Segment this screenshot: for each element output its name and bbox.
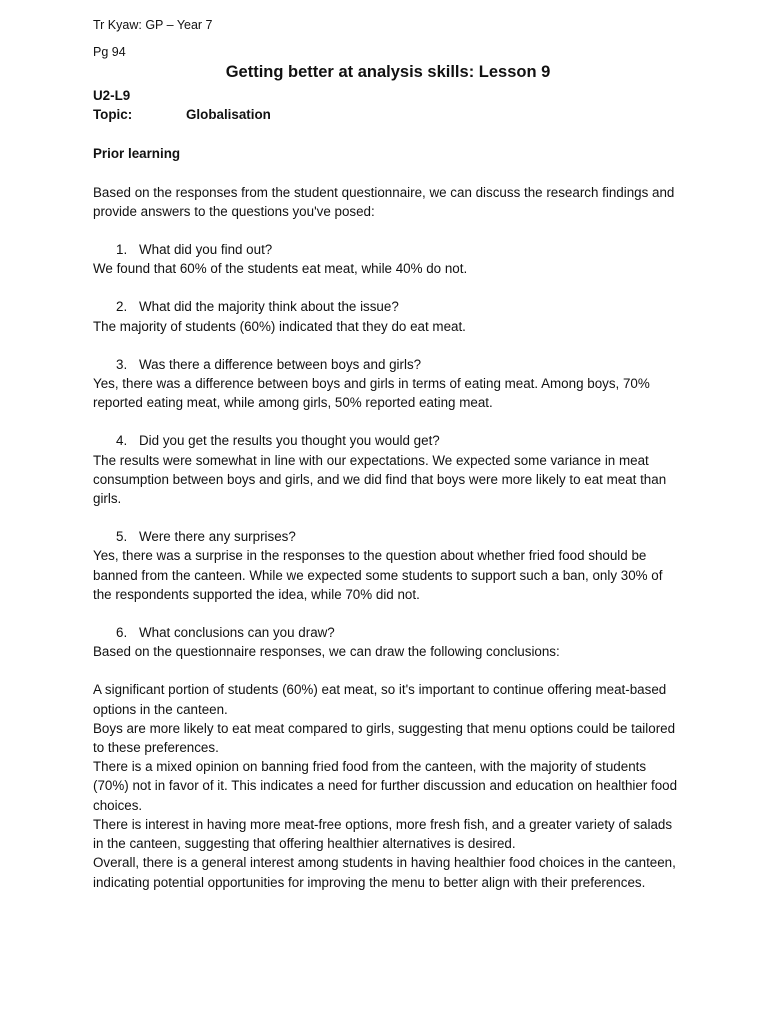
question-block-6 — [93, 623, 683, 661]
unit-code: U2-L9 — [93, 88, 131, 103]
question-text: What did the majority think about the issue? — [139, 299, 399, 315]
question-block-4 — [93, 431, 683, 508]
prior-learning-heading: Prior learning — [93, 146, 181, 162]
question-item — [93, 297, 683, 316]
question-number: 4. — [116, 433, 128, 449]
question-number: 3. — [116, 356, 128, 372]
page-reference: Pg 94 — [93, 45, 126, 59]
question-text: Were there any surprises? — [139, 529, 296, 545]
question-number: 2. — [116, 299, 128, 315]
question-item — [93, 431, 683, 450]
answer-text: The results were somewhat in line with our expectations. We expected some variance in meat consumption between boys and girls, and we did find that boys were more likely to eat meat than girls. — [93, 452, 667, 507]
answer-text: We found that 60% of the students eat meat, while 40% do not. — [93, 261, 468, 277]
topic-value: Globalisation — [186, 107, 271, 123]
conclusion-item: A significant portion of students (60%) eat meat, so it's important to continue offering meat-based options in the canteen. — [93, 682, 667, 717]
question-item — [93, 623, 683, 642]
question-number: 1. — [116, 242, 128, 258]
question-number: 5. — [116, 529, 128, 545]
answer-text: The majority of students (60%) indicated that they do eat meat. — [93, 318, 466, 334]
conclusions-list — [93, 680, 683, 891]
answer-text: Yes, there was a difference between boys and girls in terms of eating meat. Among boys, 70% reported eating meat, while among girls, 50% reported eating meat. — [93, 376, 650, 411]
topic-row — [93, 105, 683, 124]
question-block-2 — [93, 297, 683, 335]
question-item — [93, 240, 683, 259]
question-block-1 — [93, 240, 683, 278]
question-text: What did you find out? — [139, 242, 273, 258]
topic-label: Topic: — [93, 107, 133, 123]
question-text: Did you get the results you thought you would get? — [139, 433, 440, 449]
question-text: Was there a difference between boys and girls? — [139, 356, 422, 372]
conclusion-item: Overall, there is a general interest among students in having healthier food choices in the canteen, indicating potential opportunities for improving the menu to better align with their preferences. — [93, 855, 676, 890]
teacher-line: Tr Kyaw: GP – Year 7 — [93, 18, 213, 32]
intro-paragraph: Based on the responses from the student questionnaire, we can discuss the research findings and provide answers to the questions you've posed: — [93, 184, 675, 219]
conclusion-item: There is interest in having more meat-free options, more fresh fish, and a greater variety of salads in the canteen, suggesting that offering healthier alternatives is desired. — [93, 816, 673, 852]
question-item — [93, 355, 683, 374]
question-block-3 — [93, 355, 683, 413]
conclusion-item: Boys are more likely to eat meat compared to girls, suggesting that menu options could be tailored to these preferences. — [93, 720, 676, 756]
question-text: What conclusions can you draw? — [139, 625, 335, 641]
question-number: 6. — [116, 625, 128, 641]
question-block-5 — [93, 527, 683, 604]
document-page — [93, 16, 683, 892]
question-item — [93, 527, 683, 546]
conclusion-item: There is a mixed opinion on banning fried food from the canteen, with the majority of students (70%) not in favor of it. This indicates a need for further discussion and education on healthier food choices. — [93, 759, 678, 813]
page-title: Getting better at analysis skills: Lesson 9 — [225, 63, 551, 81]
answer-text: Based on the questionnaire responses, we can draw the following conclusions: — [93, 644, 560, 660]
answer-text: Yes, there was a surprise in the responses to the question about whether fried food should be banned from the canteen. While we expected some students to support such a ban, only 30% of the respondents supported the idea, while 70% did not. — [93, 548, 663, 602]
